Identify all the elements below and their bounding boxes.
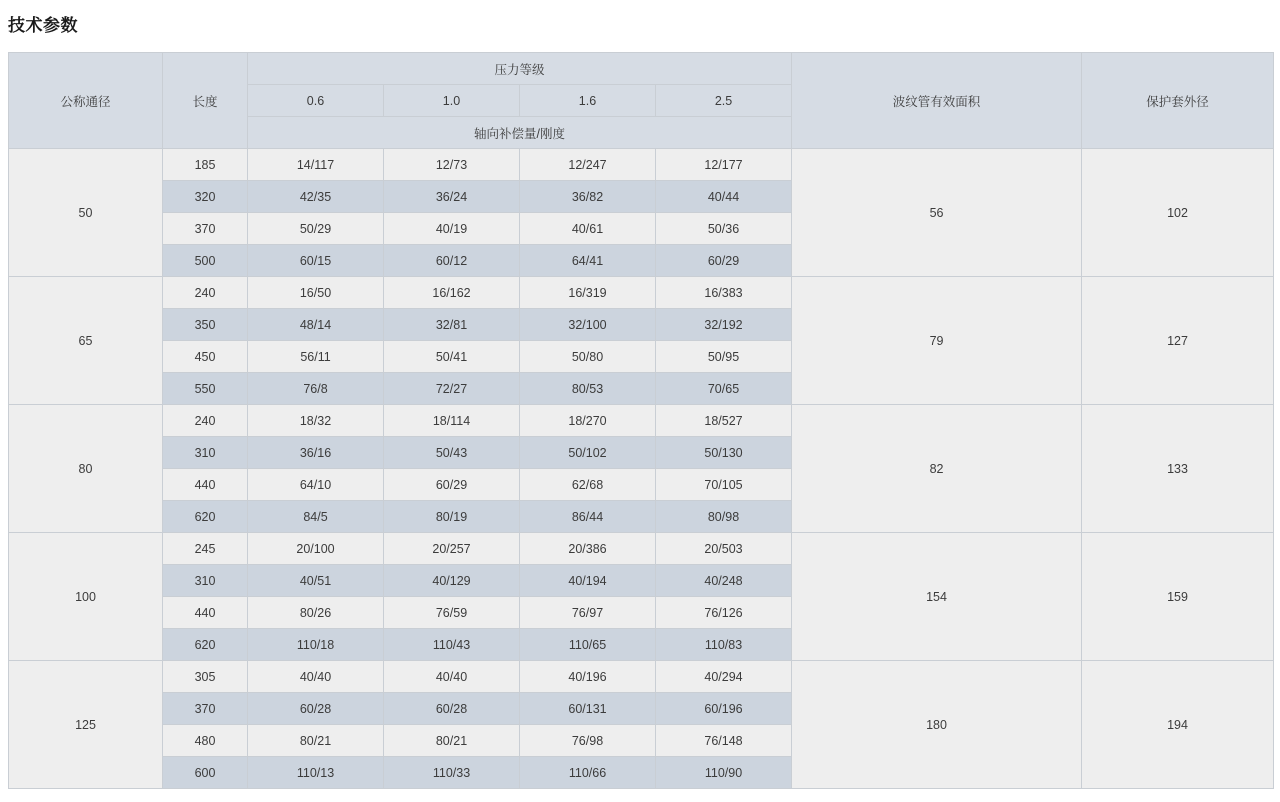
cell-protective-sleeve-od: 159 (1082, 533, 1274, 661)
cell-value: 40/194 (520, 565, 656, 597)
cell-value: 84/5 (248, 501, 384, 533)
cell-bellows-area: 180 (792, 661, 1082, 789)
table-row (9, 405, 1274, 437)
cell-value: 60/131 (520, 693, 656, 725)
cell-value: 40/294 (656, 661, 792, 693)
spec-table-container (0, 52, 1280, 789)
cell-value: 80/21 (384, 725, 520, 757)
cell-length: 450 (163, 341, 248, 373)
cell-value: 20/386 (520, 533, 656, 565)
cell-value: 12/177 (656, 149, 792, 181)
cell-nominal-diameter: 65 (9, 277, 163, 405)
cell-value: 72/27 (384, 373, 520, 405)
cell-length: 620 (163, 501, 248, 533)
cell-length: 310 (163, 437, 248, 469)
cell-value: 40/248 (656, 565, 792, 597)
cell-length: 350 (163, 309, 248, 341)
cell-value: 50/102 (520, 437, 656, 469)
cell-value: 16/50 (248, 277, 384, 309)
cell-value: 110/33 (384, 757, 520, 789)
cell-value: 76/8 (248, 373, 384, 405)
cell-value: 36/16 (248, 437, 384, 469)
header-nominal-diameter: 公称通径 (9, 53, 163, 149)
cell-value: 50/95 (656, 341, 792, 373)
cell-value: 64/10 (248, 469, 384, 501)
header-pressure-level: 压力等级 (248, 53, 792, 85)
cell-value: 76/97 (520, 597, 656, 629)
cell-length: 240 (163, 277, 248, 309)
cell-value: 76/126 (656, 597, 792, 629)
cell-bellows-area: 82 (792, 405, 1082, 533)
cell-value: 18/32 (248, 405, 384, 437)
cell-length: 440 (163, 469, 248, 501)
cell-value: 110/13 (248, 757, 384, 789)
cell-protective-sleeve-od: 194 (1082, 661, 1274, 789)
cell-nominal-diameter: 80 (9, 405, 163, 533)
cell-protective-sleeve-od: 102 (1082, 149, 1274, 277)
cell-value: 36/82 (520, 181, 656, 213)
cell-protective-sleeve-od: 127 (1082, 277, 1274, 405)
table-header (9, 53, 1274, 149)
cell-value: 86/44 (520, 501, 656, 533)
cell-value: 60/12 (384, 245, 520, 277)
cell-length: 310 (163, 565, 248, 597)
header-axial-compensation: 轴向补偿量/刚度 (248, 117, 792, 149)
cell-value: 70/105 (656, 469, 792, 501)
cell-length: 305 (163, 661, 248, 693)
cell-value: 50/80 (520, 341, 656, 373)
table-row (9, 149, 1274, 181)
cell-length: 320 (163, 181, 248, 213)
cell-value: 80/21 (248, 725, 384, 757)
cell-value: 20/100 (248, 533, 384, 565)
table-row (9, 277, 1274, 309)
cell-value: 76/59 (384, 597, 520, 629)
cell-bellows-area: 56 (792, 149, 1082, 277)
cell-protective-sleeve-od: 133 (1082, 405, 1274, 533)
cell-value: 110/66 (520, 757, 656, 789)
header-bellows-area: 波纹管有效面积 (792, 53, 1082, 149)
cell-length: 185 (163, 149, 248, 181)
cell-value: 80/26 (248, 597, 384, 629)
cell-nominal-diameter: 50 (9, 149, 163, 277)
cell-nominal-diameter: 100 (9, 533, 163, 661)
cell-value: 60/28 (248, 693, 384, 725)
cell-value: 60/29 (656, 245, 792, 277)
table-row (9, 533, 1274, 565)
cell-length: 480 (163, 725, 248, 757)
cell-value: 20/503 (656, 533, 792, 565)
cell-value: 48/14 (248, 309, 384, 341)
cell-value: 110/43 (384, 629, 520, 661)
cell-value: 60/29 (384, 469, 520, 501)
cell-value: 80/53 (520, 373, 656, 405)
cell-value: 110/65 (520, 629, 656, 661)
cell-value: 40/19 (384, 213, 520, 245)
cell-length: 600 (163, 757, 248, 789)
cell-value: 40/40 (384, 661, 520, 693)
header-pressure-1-0: 1.0 (384, 85, 520, 117)
cell-value: 50/43 (384, 437, 520, 469)
header-protective-sleeve-od: 保护套外径 (1082, 53, 1274, 149)
cell-value: 76/98 (520, 725, 656, 757)
cell-value: 70/65 (656, 373, 792, 405)
cell-value: 14/117 (248, 149, 384, 181)
cell-length: 500 (163, 245, 248, 277)
cell-value: 16/383 (656, 277, 792, 309)
cell-value: 12/247 (520, 149, 656, 181)
table-row (9, 661, 1274, 693)
table-body (9, 149, 1274, 789)
cell-value: 40/196 (520, 661, 656, 693)
cell-value: 40/61 (520, 213, 656, 245)
cell-value: 40/40 (248, 661, 384, 693)
cell-value: 40/44 (656, 181, 792, 213)
cell-value: 42/35 (248, 181, 384, 213)
cell-length: 440 (163, 597, 248, 629)
cell-value: 50/130 (656, 437, 792, 469)
cell-value: 62/68 (520, 469, 656, 501)
cell-value: 32/192 (656, 309, 792, 341)
cell-value: 76/148 (656, 725, 792, 757)
cell-value: 60/15 (248, 245, 384, 277)
cell-value: 80/19 (384, 501, 520, 533)
cell-nominal-diameter: 125 (9, 661, 163, 789)
cell-length: 245 (163, 533, 248, 565)
cell-value: 40/129 (384, 565, 520, 597)
cell-length: 370 (163, 693, 248, 725)
cell-value: 18/114 (384, 405, 520, 437)
cell-length: 370 (163, 213, 248, 245)
cell-value: 40/51 (248, 565, 384, 597)
cell-value: 18/270 (520, 405, 656, 437)
cell-value: 32/100 (520, 309, 656, 341)
cell-value: 16/319 (520, 277, 656, 309)
cell-value: 60/196 (656, 693, 792, 725)
cell-value: 64/41 (520, 245, 656, 277)
cell-bellows-area: 79 (792, 277, 1082, 405)
header-pressure-0-6: 0.6 (248, 85, 384, 117)
cell-length: 620 (163, 629, 248, 661)
technical-parameters-table (8, 52, 1274, 789)
cell-value: 110/90 (656, 757, 792, 789)
cell-value: 56/11 (248, 341, 384, 373)
cell-value: 110/83 (656, 629, 792, 661)
cell-value: 50/36 (656, 213, 792, 245)
cell-value: 60/28 (384, 693, 520, 725)
cell-value: 12/73 (384, 149, 520, 181)
cell-value: 32/81 (384, 309, 520, 341)
header-pressure-1-6: 1.6 (520, 85, 656, 117)
cell-value: 50/41 (384, 341, 520, 373)
cell-length: 550 (163, 373, 248, 405)
cell-value: 80/98 (656, 501, 792, 533)
cell-value: 110/18 (248, 629, 384, 661)
cell-value: 18/527 (656, 405, 792, 437)
cell-value: 16/162 (384, 277, 520, 309)
cell-value: 36/24 (384, 181, 520, 213)
cell-value: 20/257 (384, 533, 520, 565)
header-pressure-2-5: 2.5 (656, 85, 792, 117)
cell-bellows-area: 154 (792, 533, 1082, 661)
header-length: 长度 (163, 53, 248, 149)
cell-length: 240 (163, 405, 248, 437)
cell-value: 50/29 (248, 213, 384, 245)
page-title: 技术参数 (8, 16, 78, 35)
